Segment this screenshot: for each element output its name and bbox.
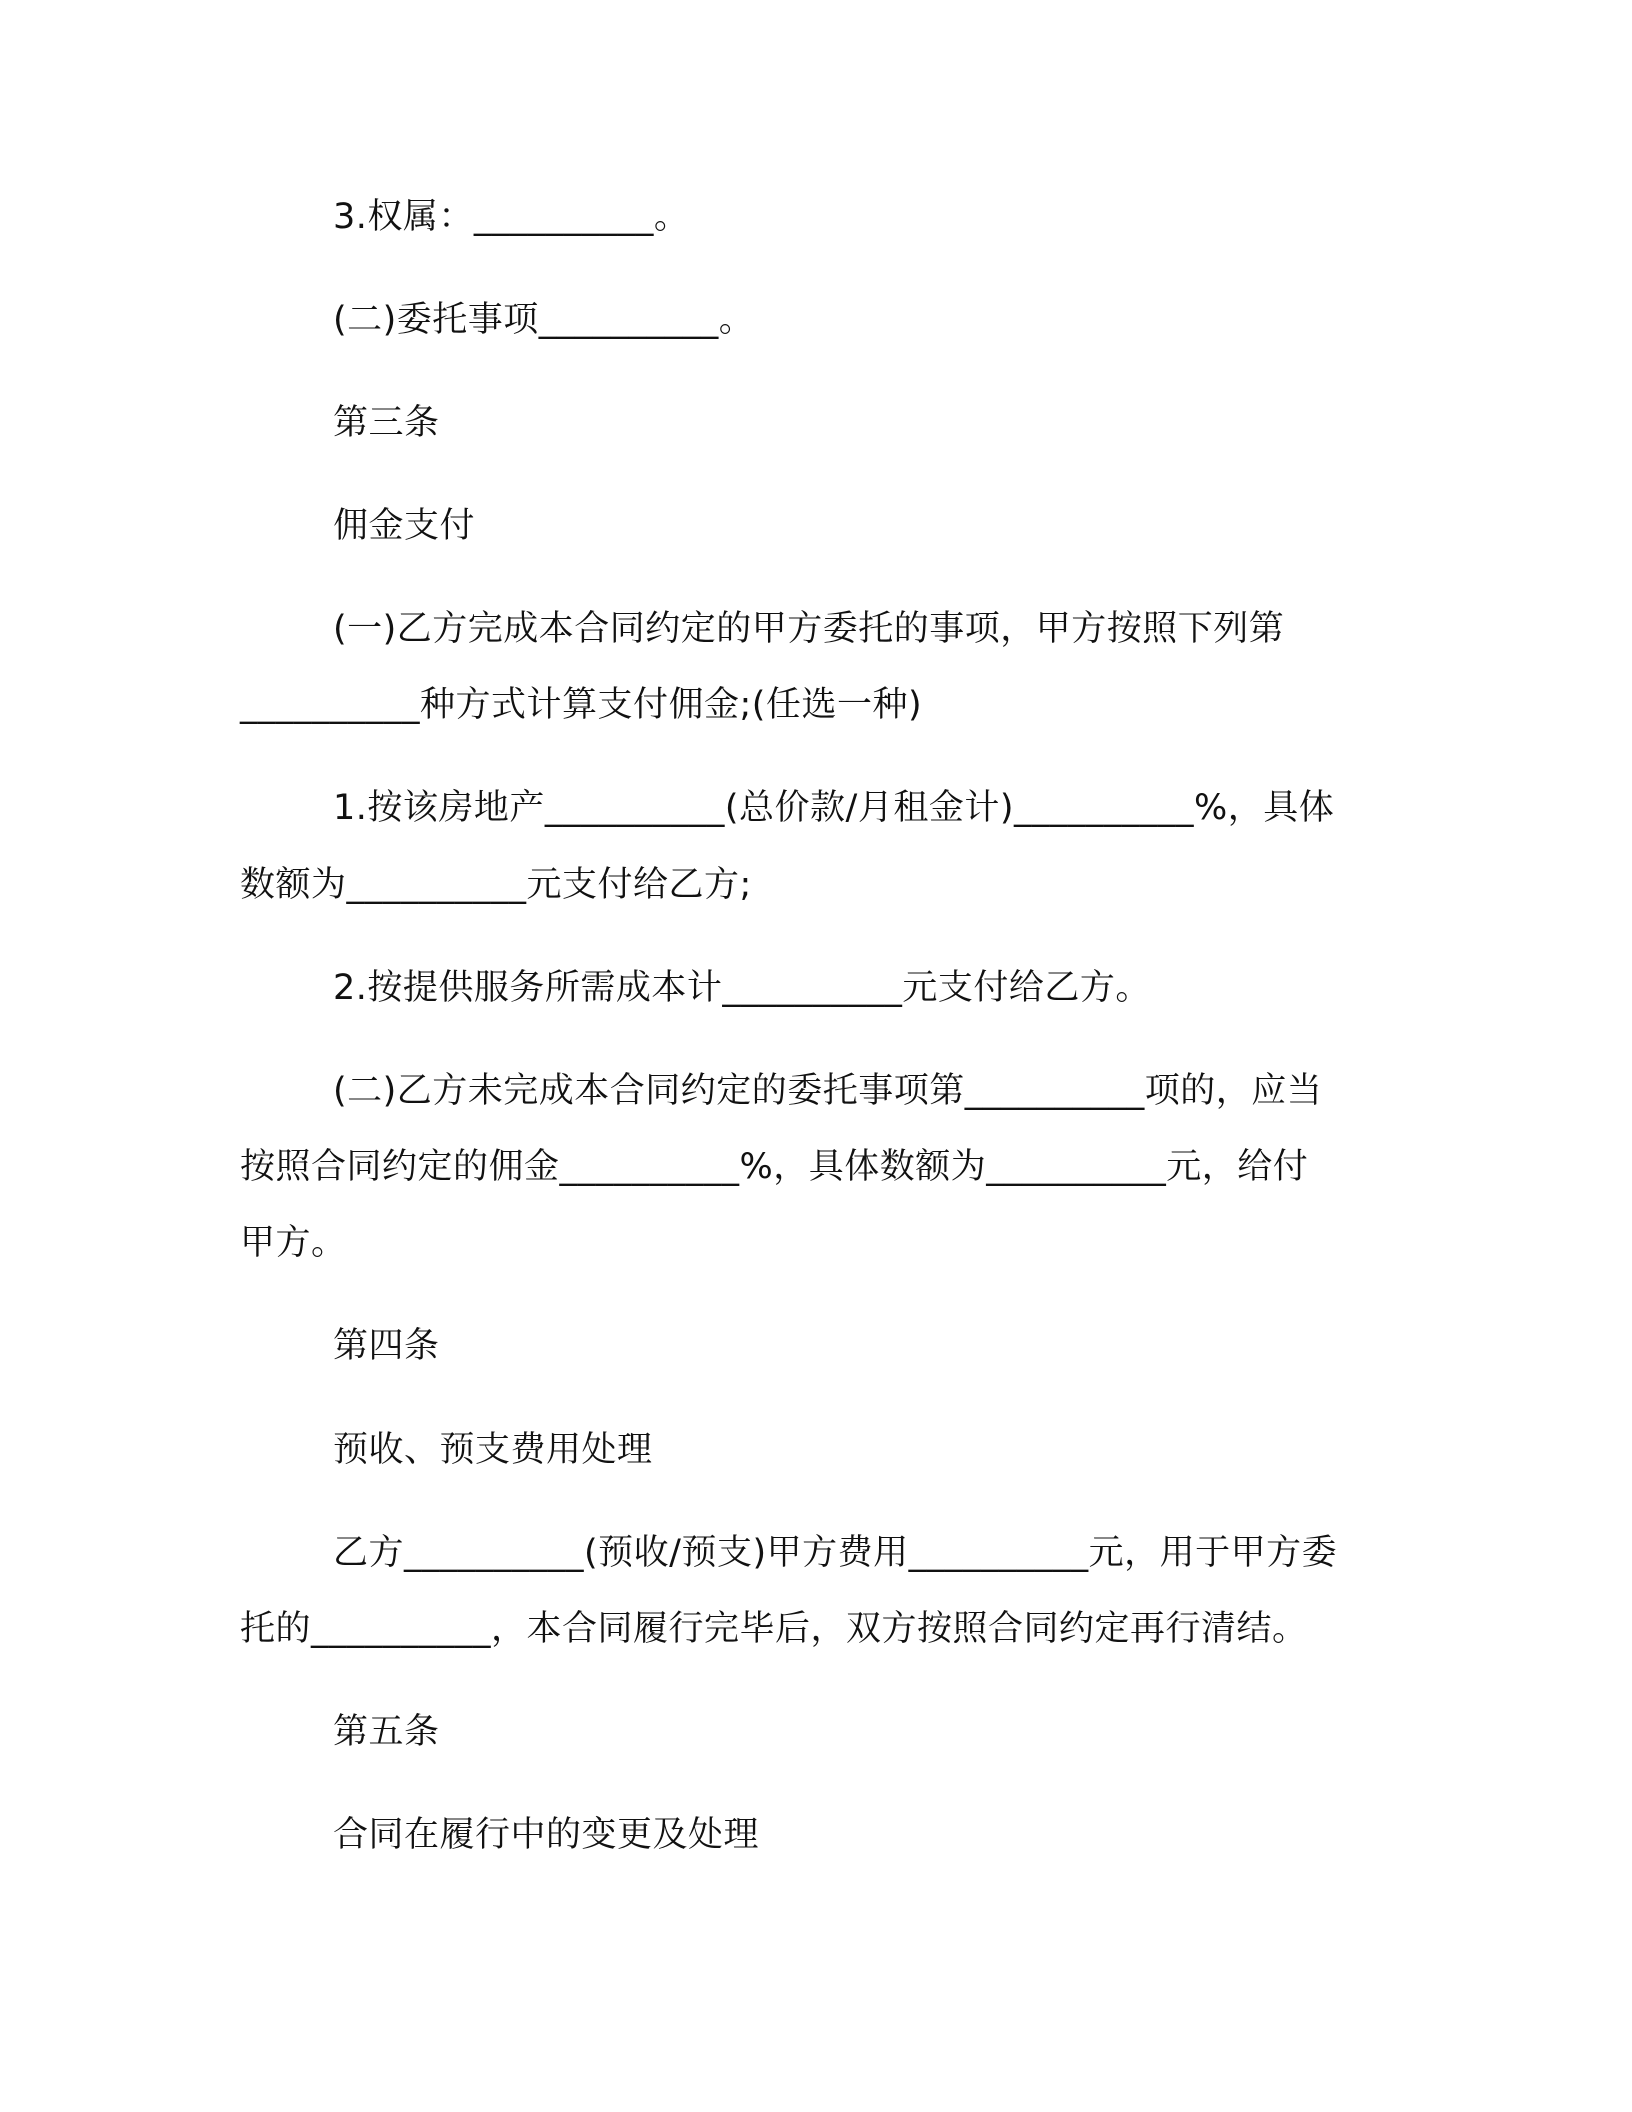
article-4-heading: 第四条 [333,1326,440,1366]
commission-option-1-line-1: 1.按该房地产__________(总价款/月租金计)__________%，具体 [333,788,1335,828]
commission-paragraph-1-line-2: __________种方式计算支付佣金;(任选一种) [240,685,923,725]
commission-paragraph-1-line-1: (一)乙方完成本合同约定的甲方委托的事项，甲方按照下列第 [333,609,1285,649]
article-3-title: 佣金支付 [333,506,476,546]
article-5-heading: 第五条 [333,1712,440,1752]
commission-paragraph-2-line-1: (二)乙方未完成本合同约定的委托事项第__________项的，应当 [333,1071,1323,1111]
commission-option-2: 2.按提供服务所需成本计__________元支付给乙方。 [333,968,1151,1008]
commission-option-1-line-2: 数额为__________元支付给乙方; [240,865,752,905]
clause-entrusted-matters: (二)委托事项__________。 [333,300,755,340]
article-4-title: 预收、预支费用处理 [333,1430,653,1470]
prepaid-fees-line-2: 托的__________，本合同履行完毕后，双方按照合同约定再行清结。 [240,1609,1308,1649]
article-3-heading: 第三条 [333,403,440,443]
commission-paragraph-2-line-3: 甲方。 [240,1223,347,1263]
commission-paragraph-2-line-2: 按照合同约定的佣金__________%，具体数额为__________元，给付 [240,1147,1309,1187]
article-5-title: 合同在履行中的变更及处理 [333,1815,760,1855]
clause-ownership: 3.权属：__________。 [333,197,690,237]
prepaid-fees-line-1: 乙方__________(预收/预支)甲方费用__________元，用于甲方委 [333,1533,1338,1573]
